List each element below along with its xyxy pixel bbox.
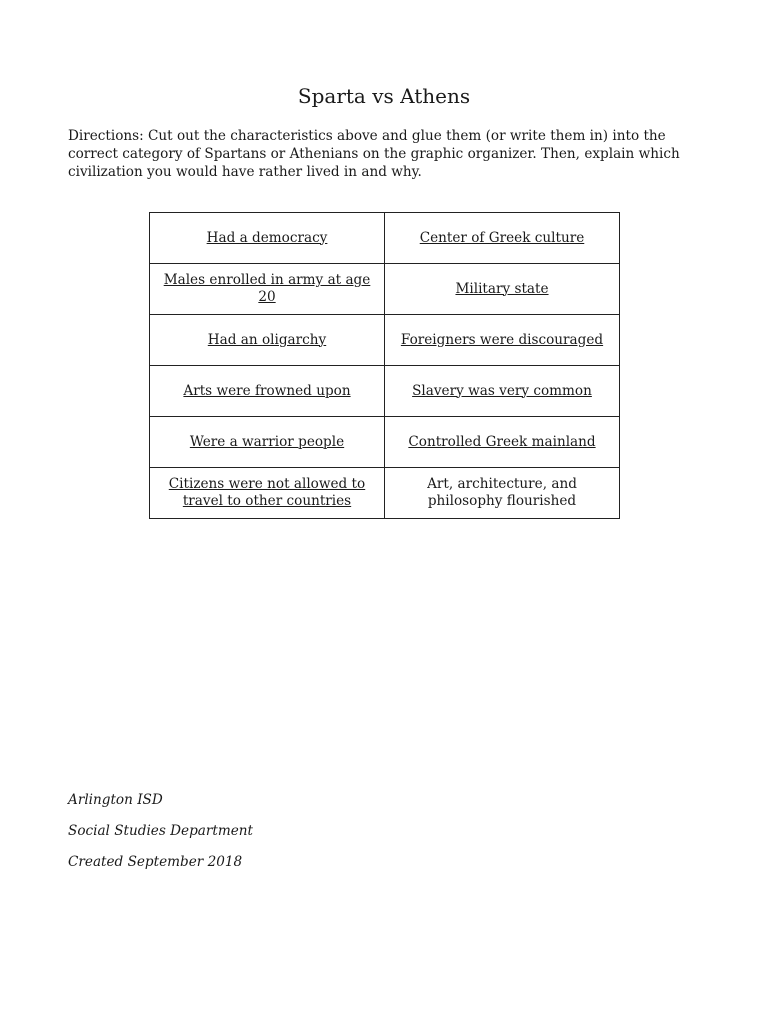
table-cell: Foreigners were discouraged [385,315,620,366]
table-cell: Center of Greek culture [385,213,620,264]
table-row [150,315,620,366]
footer-created-date: Created September 2018 [68,854,243,870]
table-row [150,366,620,417]
page-title: Sparta vs Athens [297,84,471,108]
footer-district: Arlington ISD [68,792,163,808]
table-cell: Arts were frowned upon [150,366,385,417]
table-cell: Citizens were not allowed to travel to other countries [150,468,385,519]
table-cell: Controlled Greek mainland [385,417,620,468]
table-row [150,417,620,468]
table-cell: Art, architecture, and philosophy flourished [385,468,620,519]
table-cell: Males enrolled in army at age 20 [150,264,385,315]
table-row [150,213,620,264]
table-cell: Had an oligarchy [150,315,385,366]
table-cell: Military state [385,264,620,315]
directions-text: Directions: Cut out the characteristics above and glue them (or write them in) into the correct category of Spartans or Athenians on the graphic organizer. Then, explain which civilization you would have rather lived in and why. [68,128,680,180]
table-row [150,264,620,315]
footer-department: Social Studies Department [68,823,254,839]
characteristics-table [149,212,620,519]
table-cell: Slavery was very common [385,366,620,417]
table-row [150,468,620,519]
table-cell: Had a democracy [150,213,385,264]
table-cell: Were a warrior people [150,417,385,468]
